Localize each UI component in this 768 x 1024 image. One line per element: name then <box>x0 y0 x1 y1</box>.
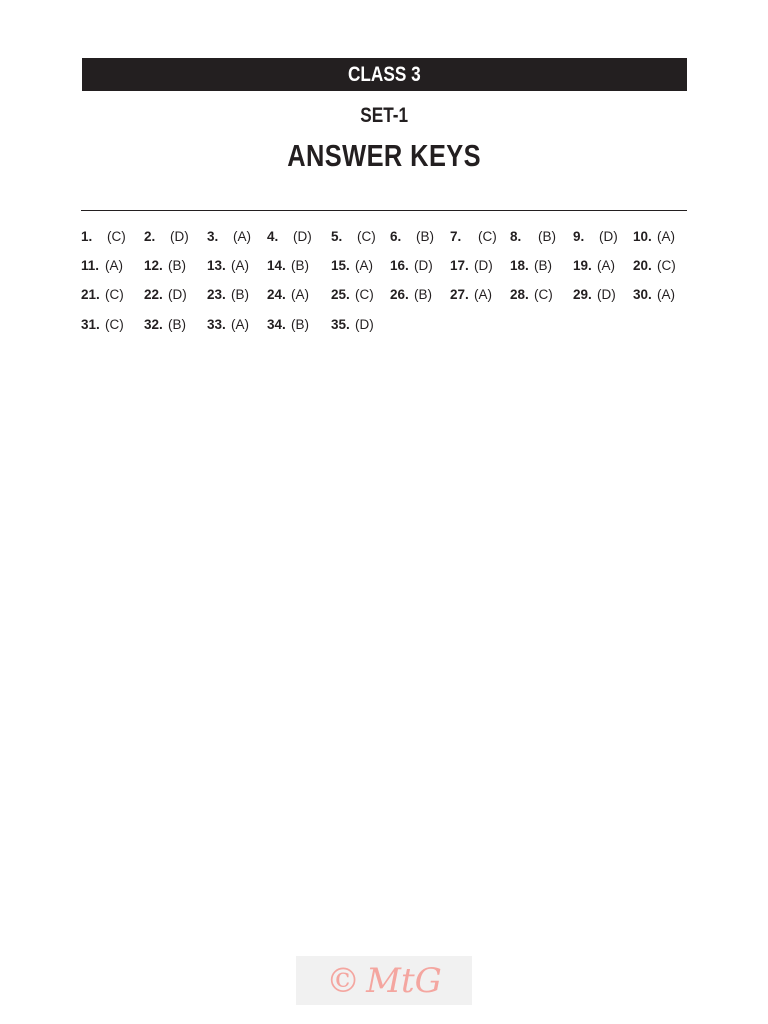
answer-item <box>207 229 251 244</box>
question-number: 29. <box>573 287 592 302</box>
answer-option: (A) <box>231 317 249 332</box>
brand-name: MtG <box>366 960 442 1001</box>
question-number: 1. <box>81 229 93 244</box>
question-number: 12. <box>144 258 163 273</box>
answer-option: (C) <box>657 258 676 273</box>
question-number: 32. <box>144 317 163 332</box>
question-number: 22. <box>144 287 163 302</box>
answer-option: (C) <box>105 317 124 332</box>
question-number: 34. <box>267 317 286 332</box>
question-number: 28. <box>510 287 529 302</box>
answer-option: (B) <box>168 258 186 273</box>
answer-option: (B) <box>168 317 186 332</box>
question-number: 30. <box>633 287 652 302</box>
answer-option: (C) <box>355 287 374 302</box>
question-number: 21. <box>81 287 100 302</box>
answer-item <box>207 287 249 302</box>
question-number: 17. <box>450 258 469 273</box>
question-number: 19. <box>573 258 592 273</box>
question-number: 15. <box>331 258 350 273</box>
answer-item <box>144 317 186 332</box>
answer-item <box>573 258 615 273</box>
answer-option: (D) <box>474 258 493 273</box>
answer-option: (D) <box>355 317 374 332</box>
answer-option: (C) <box>478 229 497 244</box>
answer-item <box>331 287 374 302</box>
class-label: CLASS 3 <box>348 63 421 86</box>
answer-item <box>450 229 497 244</box>
question-number: 4. <box>267 229 279 244</box>
question-number: 14. <box>267 258 286 273</box>
answer-item <box>331 229 376 244</box>
answer-item <box>390 229 434 244</box>
answer-option: (A) <box>105 258 123 273</box>
question-number: 25. <box>331 287 350 302</box>
answer-option: (D) <box>168 287 187 302</box>
answer-option: (B) <box>534 258 552 273</box>
answer-option: (B) <box>416 229 434 244</box>
answer-option: (D) <box>414 258 433 273</box>
answer-option: (A) <box>474 287 492 302</box>
question-number: 8. <box>510 229 522 244</box>
publisher-watermark <box>296 956 472 1005</box>
answer-option: (D) <box>170 229 189 244</box>
answer-item <box>267 258 309 273</box>
question-number: 26. <box>390 287 409 302</box>
question-number: 16. <box>390 258 409 273</box>
page-title <box>0 138 768 174</box>
question-number: 20. <box>633 258 652 273</box>
answer-option: (D) <box>599 229 618 244</box>
answer-item <box>207 317 249 332</box>
answer-option: (B) <box>231 287 249 302</box>
answer-item <box>510 229 556 244</box>
answer-item <box>390 287 432 302</box>
question-number: 2. <box>144 229 156 244</box>
answer-item <box>573 229 618 244</box>
answer-option: (B) <box>538 229 556 244</box>
answer-item <box>144 229 189 244</box>
class-banner <box>82 58 687 91</box>
answer-item <box>390 258 433 273</box>
answer-item <box>331 317 374 332</box>
question-number: 3. <box>207 229 219 244</box>
answer-option: (D) <box>293 229 312 244</box>
answer-option: (C) <box>105 287 124 302</box>
answer-option: (C) <box>107 229 126 244</box>
question-number: 23. <box>207 287 226 302</box>
answer-item <box>81 258 123 273</box>
question-number: 18. <box>510 258 529 273</box>
answer-item <box>573 287 616 302</box>
question-number: 31. <box>81 317 100 332</box>
answer-item <box>633 258 676 273</box>
answer-item <box>450 287 492 302</box>
divider <box>81 210 687 211</box>
question-number: 10. <box>633 229 652 244</box>
question-number: 13. <box>207 258 226 273</box>
answer-item <box>450 258 493 273</box>
question-number: 6. <box>390 229 402 244</box>
answer-option: (A) <box>231 258 249 273</box>
answer-option: (C) <box>534 287 553 302</box>
question-number: 9. <box>573 229 585 244</box>
answer-item <box>144 287 187 302</box>
answer-item <box>81 317 124 332</box>
answer-item <box>267 229 312 244</box>
answer-option: (B) <box>291 317 309 332</box>
question-number: 24. <box>267 287 286 302</box>
question-number: 33. <box>207 317 226 332</box>
question-number: 7. <box>450 229 462 244</box>
answer-option: (A) <box>597 258 615 273</box>
answer-option: (A) <box>657 229 675 244</box>
answer-item <box>81 229 126 244</box>
question-number: 5. <box>331 229 343 244</box>
answer-item <box>633 287 675 302</box>
answer-item <box>633 229 675 244</box>
set-label: SET-1 <box>360 104 408 127</box>
set-title <box>0 104 768 128</box>
answer-item <box>331 258 373 273</box>
question-number: 27. <box>450 287 469 302</box>
answer-item <box>81 287 124 302</box>
answer-option: (C) <box>357 229 376 244</box>
answer-option: (A) <box>657 287 675 302</box>
answer-option: (A) <box>233 229 251 244</box>
answer-keys-title: ANSWER KEYS <box>287 138 481 173</box>
answer-option: (A) <box>355 258 373 273</box>
question-number: 35. <box>331 317 350 332</box>
question-number: 11. <box>81 258 100 273</box>
answer-option: (B) <box>291 258 309 273</box>
answer-item <box>510 287 553 302</box>
answer-option: (A) <box>291 287 309 302</box>
answer-item <box>267 317 309 332</box>
answer-item <box>510 258 552 273</box>
answer-option: (B) <box>414 287 432 302</box>
copyright-symbol: © <box>326 960 361 1001</box>
answer-item <box>267 287 309 302</box>
answer-item <box>144 258 186 273</box>
answer-item <box>207 258 249 273</box>
answer-option: (D) <box>597 287 616 302</box>
